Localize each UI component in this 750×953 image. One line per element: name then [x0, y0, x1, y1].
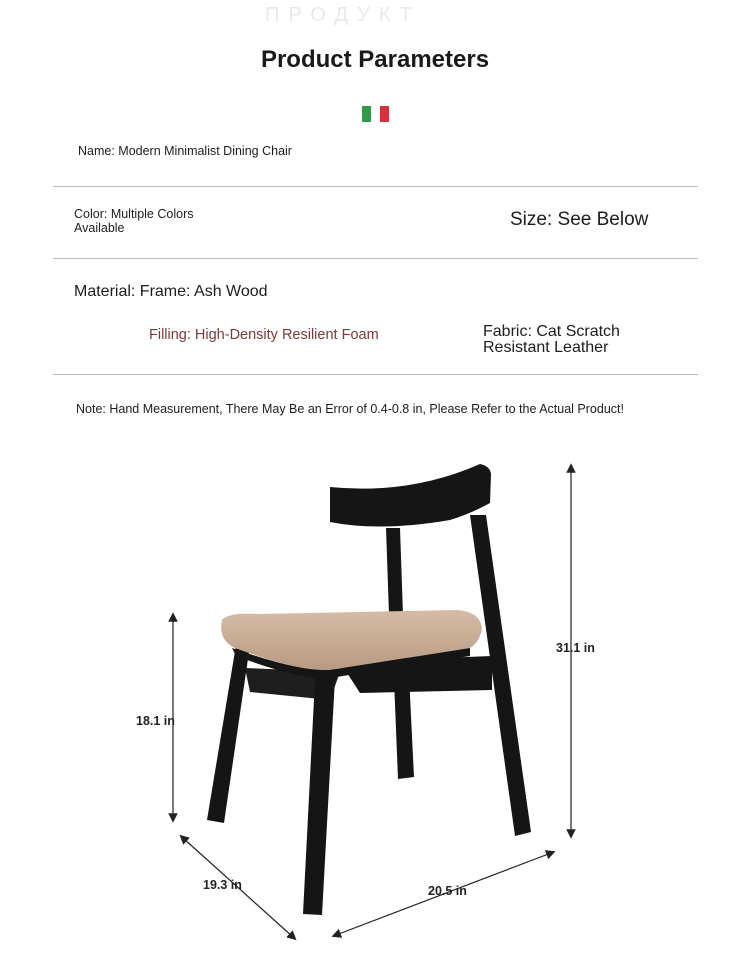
product-filling: Filling: High-Density Resilient Foam: [149, 327, 379, 343]
product-size: Size: See Below: [510, 209, 649, 230]
measurement-note: Note: Hand Measurement, There May Be an Error of 0.4-0.8 in, Please Refer to the Actual Product!: [76, 402, 624, 416]
page-title: Product Parameters: [260, 46, 490, 73]
depth-label: 19.3 in: [203, 878, 242, 892]
product-fabric: Fabric: Cat Scratch Resistant Leather: [483, 323, 620, 356]
faint-header-text: ПРОДУКТ: [265, 4, 421, 26]
seat-height-label: 18.1 in: [136, 714, 175, 728]
product-name: Name: Modern Minimalist Dining Chair: [78, 144, 292, 158]
total-height-label: 31.1 in: [556, 641, 595, 655]
product-material: Material: Frame: Ash Wood: [74, 283, 268, 300]
product-color: Color: Multiple Colors Available: [74, 207, 194, 235]
front-leg-right: [303, 660, 336, 915]
width-label: 20.5 in: [428, 884, 467, 898]
back-leg-left: [386, 528, 403, 615]
front-leg-left: [207, 645, 250, 823]
backrest: [330, 464, 491, 527]
